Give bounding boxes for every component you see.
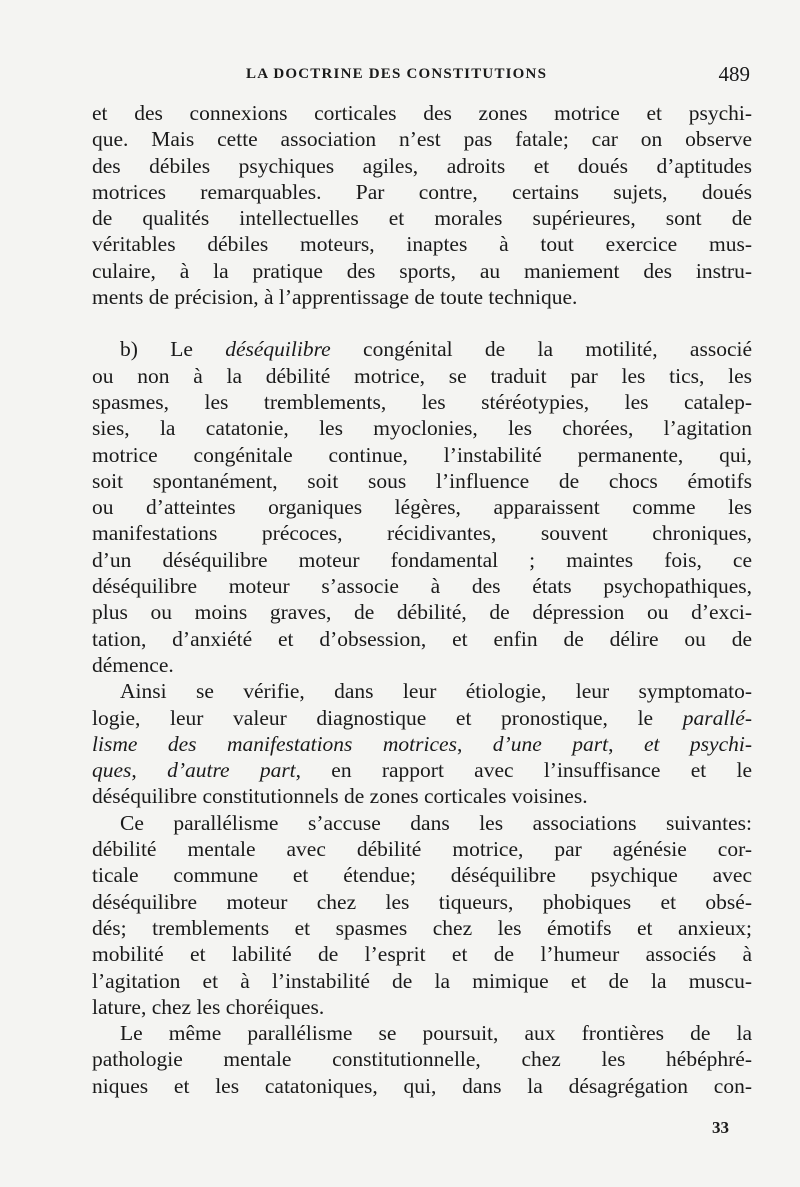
text-line: déséquilibre moteur chez les tiqueurs, phobiques et obsé- <box>92 889 752 914</box>
text-line: l’agitation et à l’instabilité de la mimique et de la muscu- <box>92 968 752 993</box>
running-title: LA DOCTRINE DES CONSTITUTIONS <box>246 66 548 82</box>
text-line: b) Le déséquilibre congénital de la motilité, associé <box>120 337 753 362</box>
text-line: et des connexions corticales des zones motrice et psychi- <box>92 101 752 125</box>
paragraph <box>92 810 752 1020</box>
text-line: culaire, à la pratique des sports, au maniement des instru- <box>92 258 752 283</box>
text-line: des débiles psychiques agiles, adroits et doués d’aptitudes <box>92 153 752 178</box>
text-line: ou non à la débilité motrice, se traduit par les tics, les <box>92 363 752 388</box>
text-line: d’un déséquilibre moteur fondamental ; maintes fois, ce <box>92 547 752 572</box>
signature-mark: 33 <box>712 1118 729 1137</box>
text-line: que. Mais cette association n’est pas fatale; car on observe <box>92 127 752 152</box>
text-line: soit spontanément, soit sous l’influence de chocs émotifs <box>92 468 752 493</box>
page-header <box>96 64 750 90</box>
text-line: ques, d’autre part, en rapport avec l’insuffisance et le <box>92 758 752 783</box>
body-text <box>92 100 752 1099</box>
text-line: mobilité et labilité de l’esprit et de l’humeur associés à <box>92 942 752 967</box>
text-line: motrice congénitale continue, l’instabilité permanente, qui, <box>92 442 752 467</box>
text-line: plus ou moins graves, de débilité, de dépression ou d’exci- <box>92 600 752 625</box>
text-line: ou d’atteintes organiques légères, apparaissent comme les <box>92 495 752 520</box>
text-line: lature, chez les choréiques. <box>92 994 325 1019</box>
text-line: niques et les catatoniques, qui, dans la désagrégation con- <box>92 1073 752 1098</box>
text-line: lisme des manifestations motrices, d’une part, et psychi- <box>92 731 753 756</box>
text-line: Ainsi se vérifie, dans leur étiologie, leur symptomato- <box>120 679 752 704</box>
paragraph-gap <box>92 310 752 336</box>
text-line: de qualités intellectuelles et morales supérieures, sont de <box>92 206 752 231</box>
text-line: tation, d’anxiété et d’obsession, et enfin de délire ou de <box>92 626 752 651</box>
paragraph <box>92 1020 752 1099</box>
text-line: déséquilibre constitutionnels de zones corticales voisines. <box>92 784 588 809</box>
text-line: véritables débiles moteurs, inaptes à tout exercice mus- <box>92 232 752 257</box>
page-number: 489 <box>718 62 750 86</box>
text-line: débilité mentale avec débilité motrice, par agénésie cor- <box>92 837 752 862</box>
text-line: sies, la catatonie, les myoclonies, les chorées, l’agitation <box>92 416 752 441</box>
text-line: ments de précision, à l’apprentissage de toute technique. <box>92 285 578 310</box>
text-line: Ce parallélisme s’accuse dans les associations suivantes: <box>120 810 752 835</box>
text-line: démence. <box>92 652 174 677</box>
text-line: Le même parallélisme se poursuit, aux frontières de la <box>120 1021 752 1046</box>
text-line: pathologie mentale constitutionnelle, chez les hébéphré- <box>92 1047 752 1072</box>
text-line: manifestations précoces, récidivantes, souvent chroniques, <box>92 521 752 546</box>
text-line: déséquilibre moteur s’associe à des états psychopathiques, <box>92 574 752 599</box>
text-line: spasmes, les tremblements, les stéréotypies, les catalep- <box>92 389 752 414</box>
text-line: ticale commune et étendue; déséquilibre psychique avec <box>92 863 752 888</box>
paragraph <box>92 336 752 678</box>
text-line: motrices remarquables. Par contre, certains sujets, doués <box>92 179 752 204</box>
text-line: logie, leur valeur diagnostique et pronostique, le parallé- <box>92 705 752 730</box>
paragraph <box>92 100 752 310</box>
text-line: dés; tremblements et spasmes chez les émotifs et anxieux; <box>92 915 752 940</box>
paragraph <box>92 678 752 809</box>
